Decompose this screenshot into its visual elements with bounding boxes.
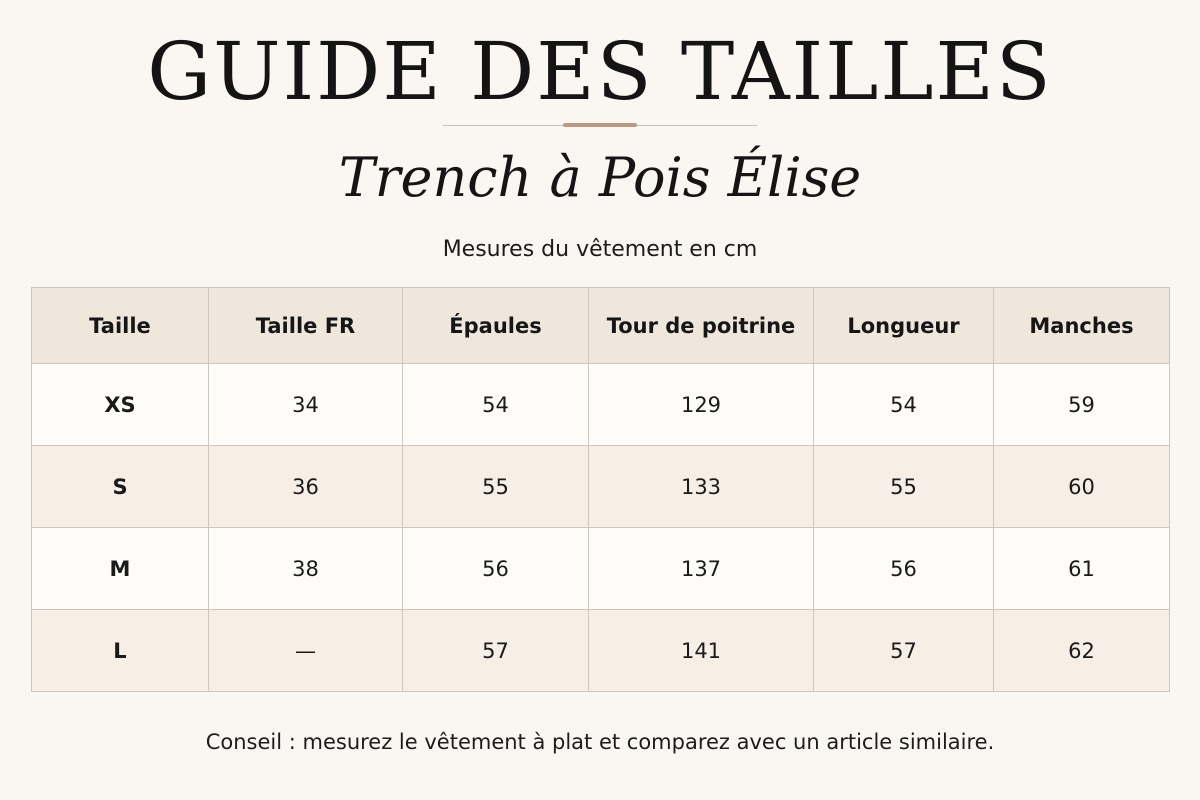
fr-size-cell: 36 xyxy=(209,446,403,528)
length-cell: 55 xyxy=(814,446,994,528)
column-header-length: Longueur xyxy=(814,288,994,364)
fr-size-cell: 34 xyxy=(209,364,403,446)
column-header-shoulders: Épaules xyxy=(403,288,589,364)
table-row xyxy=(32,364,1170,446)
size-table xyxy=(31,287,1170,692)
fr-size-cell: 38 xyxy=(209,528,403,610)
sleeves-cell: 59 xyxy=(994,364,1170,446)
size-cell: M xyxy=(32,528,209,610)
sleeves-cell: 60 xyxy=(994,446,1170,528)
sleeves-cell: 61 xyxy=(994,528,1170,610)
unit-note: Mesures du vêtement en cm xyxy=(442,237,758,262)
sleeves-cell: 62 xyxy=(994,610,1170,692)
chest-cell: 129 xyxy=(589,364,814,446)
shoulders-cell: 56 xyxy=(403,528,589,610)
shoulders-cell: 57 xyxy=(403,610,589,692)
title-divider-accent xyxy=(563,123,637,127)
length-cell: 56 xyxy=(814,528,994,610)
table-row xyxy=(32,528,1170,610)
fr-size-cell: — xyxy=(209,610,403,692)
size-cell: S xyxy=(32,446,209,528)
column-header-fr-size: Taille FR xyxy=(209,288,403,364)
table-header-row xyxy=(32,288,1170,364)
length-cell: 54 xyxy=(814,364,994,446)
page-title: GUIDE DES TAILLES xyxy=(147,25,1053,118)
column-header-chest: Tour de poitrine xyxy=(589,288,814,364)
length-cell: 57 xyxy=(814,610,994,692)
shoulders-cell: 54 xyxy=(403,364,589,446)
chest-cell: 133 xyxy=(589,446,814,528)
chest-cell: 141 xyxy=(589,610,814,692)
table-row xyxy=(32,446,1170,528)
column-header-size: Taille xyxy=(32,288,209,364)
table-row xyxy=(32,610,1170,692)
column-header-sleeves: Manches xyxy=(994,288,1170,364)
measurement-tip: Conseil : mesurez le vêtement à plat et comparez avec un article similaire. xyxy=(205,730,995,754)
product-name: Trench à Pois Élise xyxy=(338,146,862,209)
size-cell: L xyxy=(32,610,209,692)
size-cell: XS xyxy=(32,364,209,446)
shoulders-cell: 55 xyxy=(403,446,589,528)
chest-cell: 137 xyxy=(589,528,814,610)
